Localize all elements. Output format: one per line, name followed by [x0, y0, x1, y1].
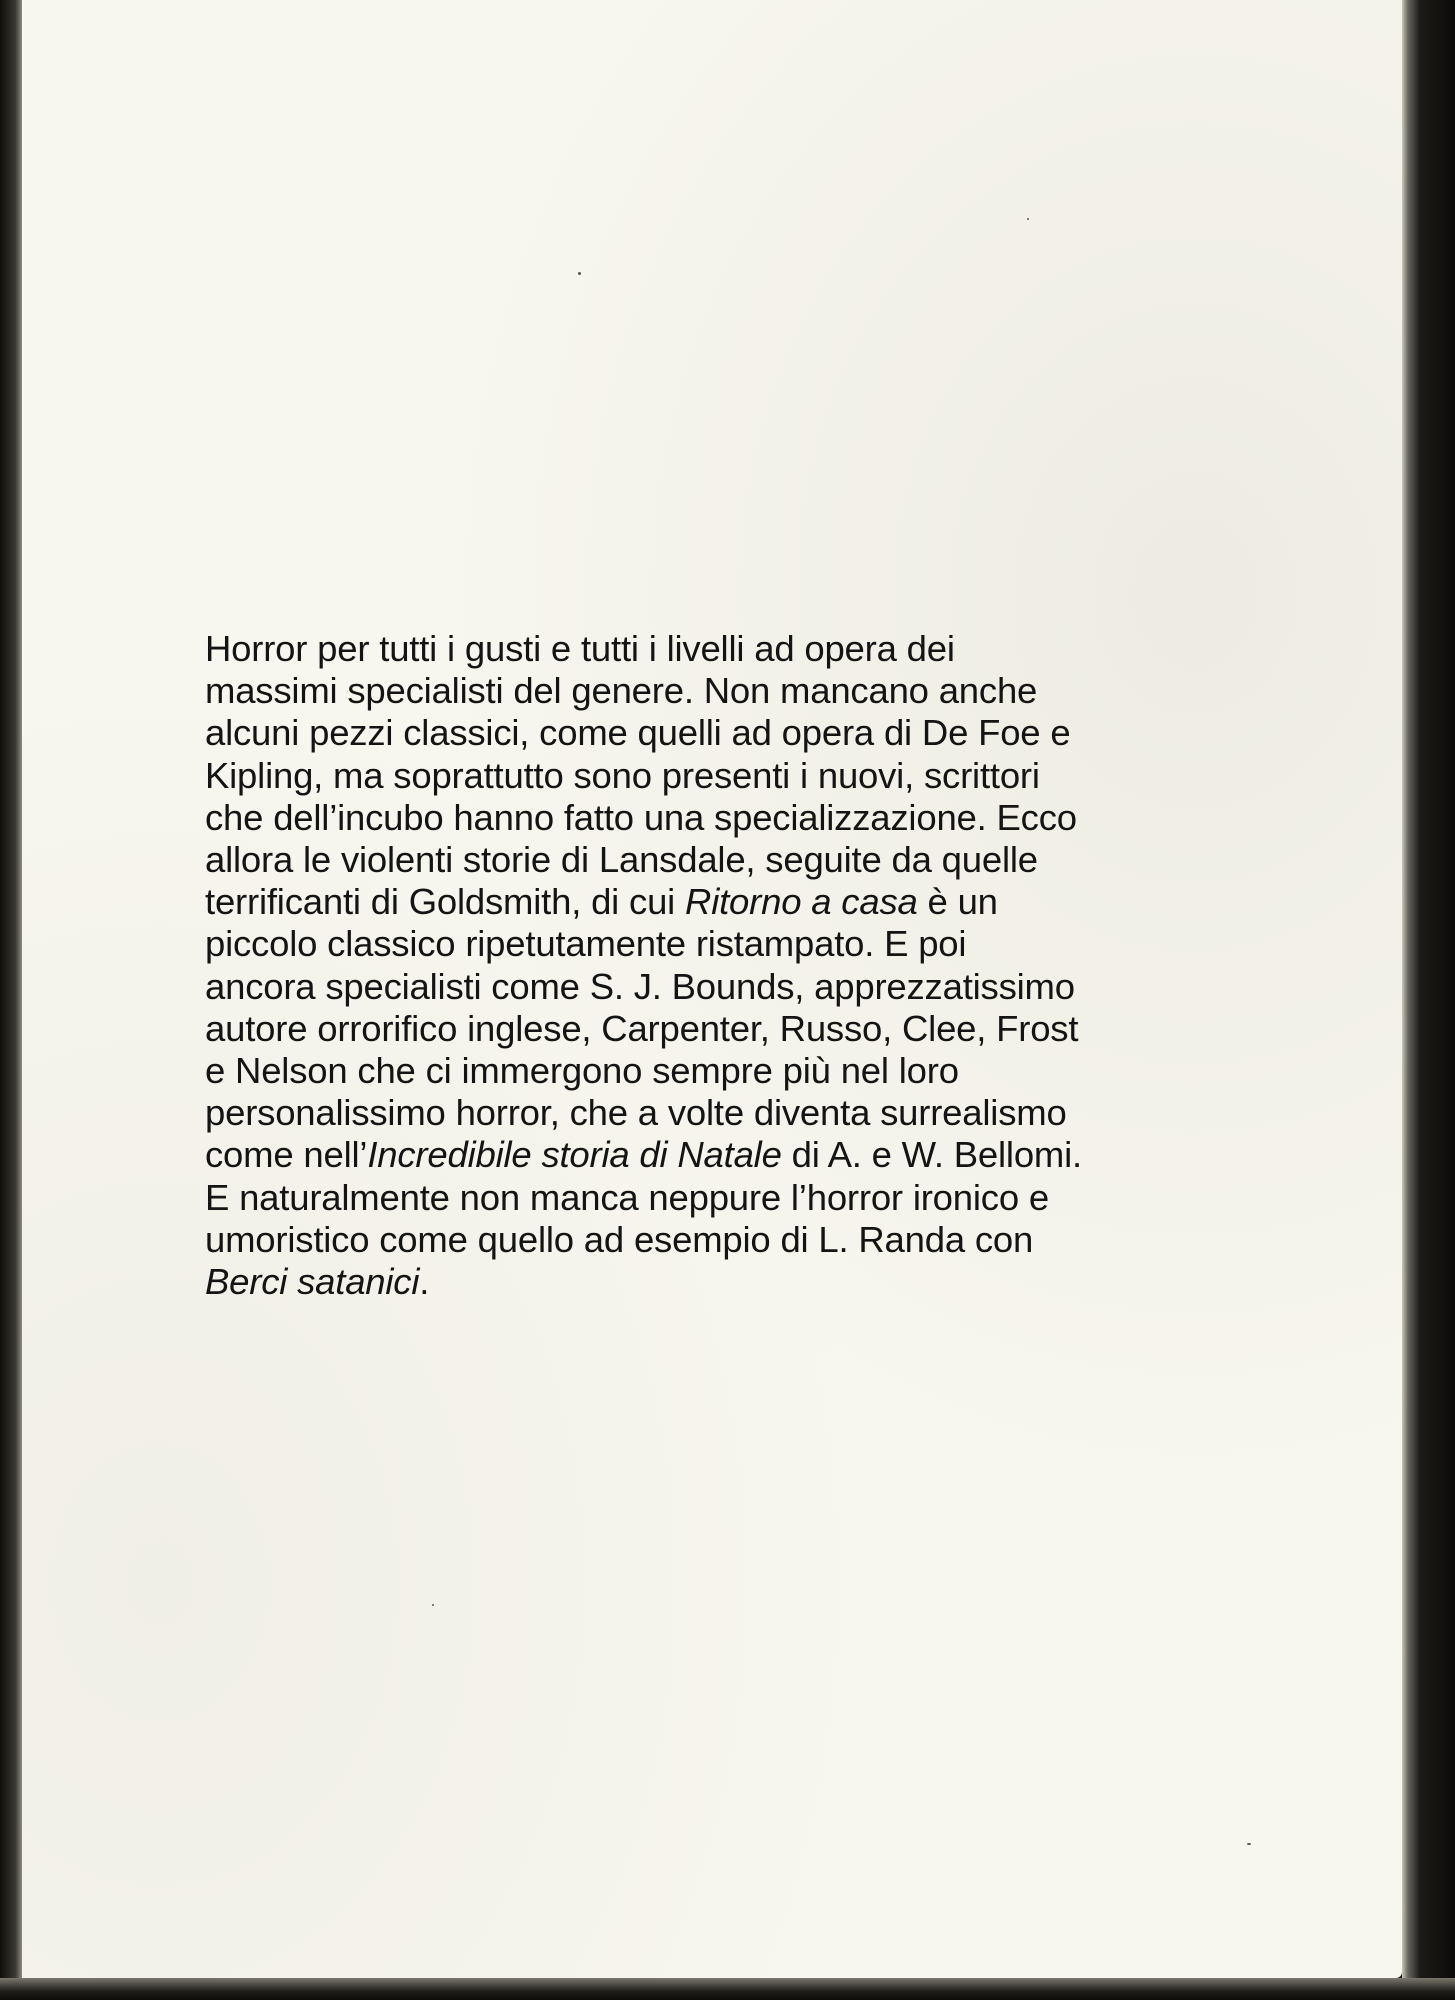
blurb-line	[205, 1134, 1325, 1176]
blurb-line: E naturalmente non manca neppure l’horror ironico e	[205, 1176, 1049, 1218]
scan-left-border	[0, 0, 22, 2000]
book-title-italic: Ritorno a casa	[685, 881, 918, 923]
blurb-line: che dell’incubo hanno fatto una specializzazione. Ecco	[205, 796, 1077, 838]
blurb-line: umoristico come quello ad esempio di L. Randa con	[205, 1218, 1034, 1260]
blurb-line	[205, 1261, 1325, 1303]
blurb-text: terrificanti di Goldsmith, di cui	[205, 881, 686, 923]
blurb-line: piccolo classico ripetutamente ristampato. E poi	[205, 923, 967, 965]
blurb-line	[205, 881, 1325, 923]
paper-speck	[1027, 218, 1029, 220]
blurb-text: .	[419, 1261, 430, 1303]
blurb-line: massimi specialisti del genere. Non mancano anche	[205, 670, 1038, 712]
blurb-line: ancora specialisti come S. J. Bounds, apprezzatissimo	[205, 965, 1075, 1007]
blurb-text: come nell’	[205, 1134, 368, 1176]
paper-speck	[578, 272, 581, 275]
blurb-line: autore orrorifico inglese, Carpenter, Russo, Clee, Frost	[205, 1007, 1079, 1049]
blurb-text: di A. e W. Bellomi.	[781, 1134, 1082, 1176]
paper-speck	[432, 1604, 434, 1606]
blurb-line: Kipling, ma soprattutto sono presenti i nuovi, scrittori	[205, 754, 1040, 796]
book-title-italic: Berci satanici	[205, 1261, 420, 1303]
cover-page	[22, 0, 1402, 1978]
blurb-line: Horror per tutti i gusti e tutti i livelli ad opera dei	[205, 628, 955, 669]
blurb-line: personalissimo horror, che a volte diventa surrealismo	[205, 1092, 1067, 1134]
paper-speck	[1247, 1843, 1251, 1845]
blurb-line: e Nelson che ci immergono sempre più nel loro	[205, 1050, 959, 1092]
book-title-italic: Incredibile storia di Natale	[367, 1134, 782, 1176]
blurb-line: alcuni pezzi classici, come quelli ad opera di De Foe e	[205, 712, 1071, 754]
blurb-text: è un	[917, 881, 998, 923]
back-cover-blurb	[205, 628, 1325, 1303]
scan-bottom-border	[0, 1978, 1455, 2000]
blurb-line: allora le violenti storie di Lansdale, seguite da quelle	[205, 839, 1038, 881]
scan-right-border	[1402, 0, 1455, 2000]
